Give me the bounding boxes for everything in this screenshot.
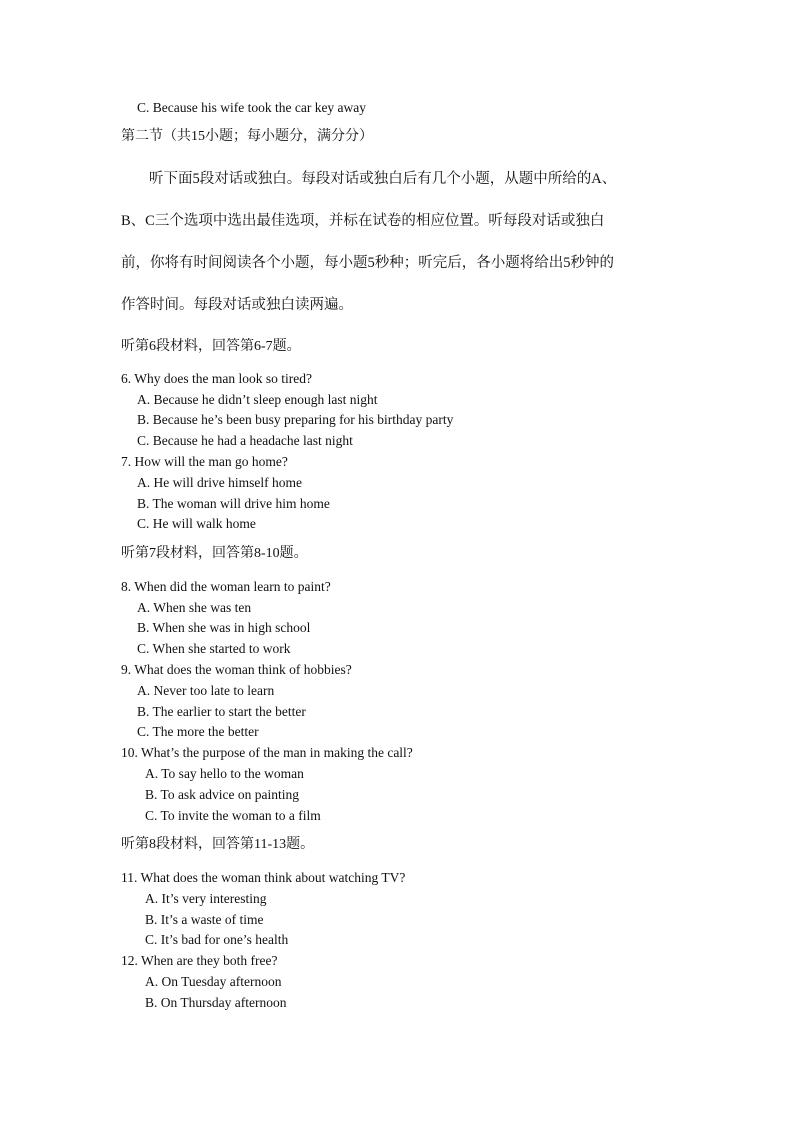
- instruction-line: 前，你将有时间阅读各个小题，每小题5秒种；听完后，各小题将给出5秒钟的: [121, 255, 614, 271]
- instruction-line: B、C三个选项中选出最佳选项，并标在试卷的相应位置。听每段对话或独白: [121, 213, 605, 229]
- option-line: C. Because he had a headache last night: [137, 433, 353, 448]
- question-line: 7. How will the man go home?: [121, 454, 288, 469]
- option-line: A. Because he didn’t sleep enough last night: [137, 392, 378, 407]
- option-line: A. When she was ten: [137, 600, 252, 615]
- option-line: C. The more the better: [137, 724, 259, 739]
- option-line: B. Because he’s been busy preparing for his birthday party: [137, 412, 454, 427]
- question-line: 10. What’s the purpose of the man in making the call?: [121, 745, 413, 760]
- question-line: 9. What does the woman think of hobbies?: [121, 662, 352, 677]
- option-line: A. To say hello to the woman: [145, 766, 304, 781]
- section-heading: 第二节（共15小题；每小题分，满分分）: [121, 129, 373, 144]
- instruction-line: 作答时间。每段对话或独白读两遍。: [121, 297, 353, 313]
- option-line: C. It’s bad for one’s health: [145, 932, 289, 947]
- option-line: A. He will drive himself home: [137, 475, 302, 490]
- material-heading: 听第8段材料，回答第11-13题。: [121, 837, 315, 852]
- question-line: 8. When did the woman learn to paint?: [121, 579, 331, 594]
- option-line: B. On Thursday afternoon: [145, 995, 287, 1010]
- option-line: B. The earlier to start the better: [137, 704, 306, 719]
- option-line: B. To ask advice on painting: [145, 787, 300, 802]
- question-line: 6. Why does the man look so tired?: [121, 371, 312, 386]
- option-line: C. He will walk home: [137, 516, 256, 531]
- option-line: A. It’s very interesting: [145, 891, 267, 906]
- option-line: B. The woman will drive him home: [137, 496, 330, 511]
- option-line: C. Because his wife took the car key away: [137, 100, 367, 115]
- option-line: B. When she was in high school: [137, 620, 311, 635]
- material-heading: 听第6段材料，回答第6-7题。: [121, 339, 301, 354]
- question-line: 12. When are they both free?: [121, 953, 278, 968]
- instruction-line: 听下面5段对话或独白。每段对话或独白后有几个小题，从题中所给的A、: [149, 171, 617, 187]
- option-line: A. On Tuesday afternoon: [145, 974, 282, 989]
- option-line: A. Never too late to learn: [137, 683, 275, 698]
- option-line: C. When she started to work: [137, 641, 291, 656]
- option-line: C. To invite the woman to a film: [145, 808, 321, 823]
- material-heading: 听第7段材料，回答第8-10题。: [121, 546, 308, 561]
- question-line: 11. What does the woman think about watching TV?: [121, 870, 406, 885]
- option-line: B. It’s a waste of time: [145, 912, 264, 927]
